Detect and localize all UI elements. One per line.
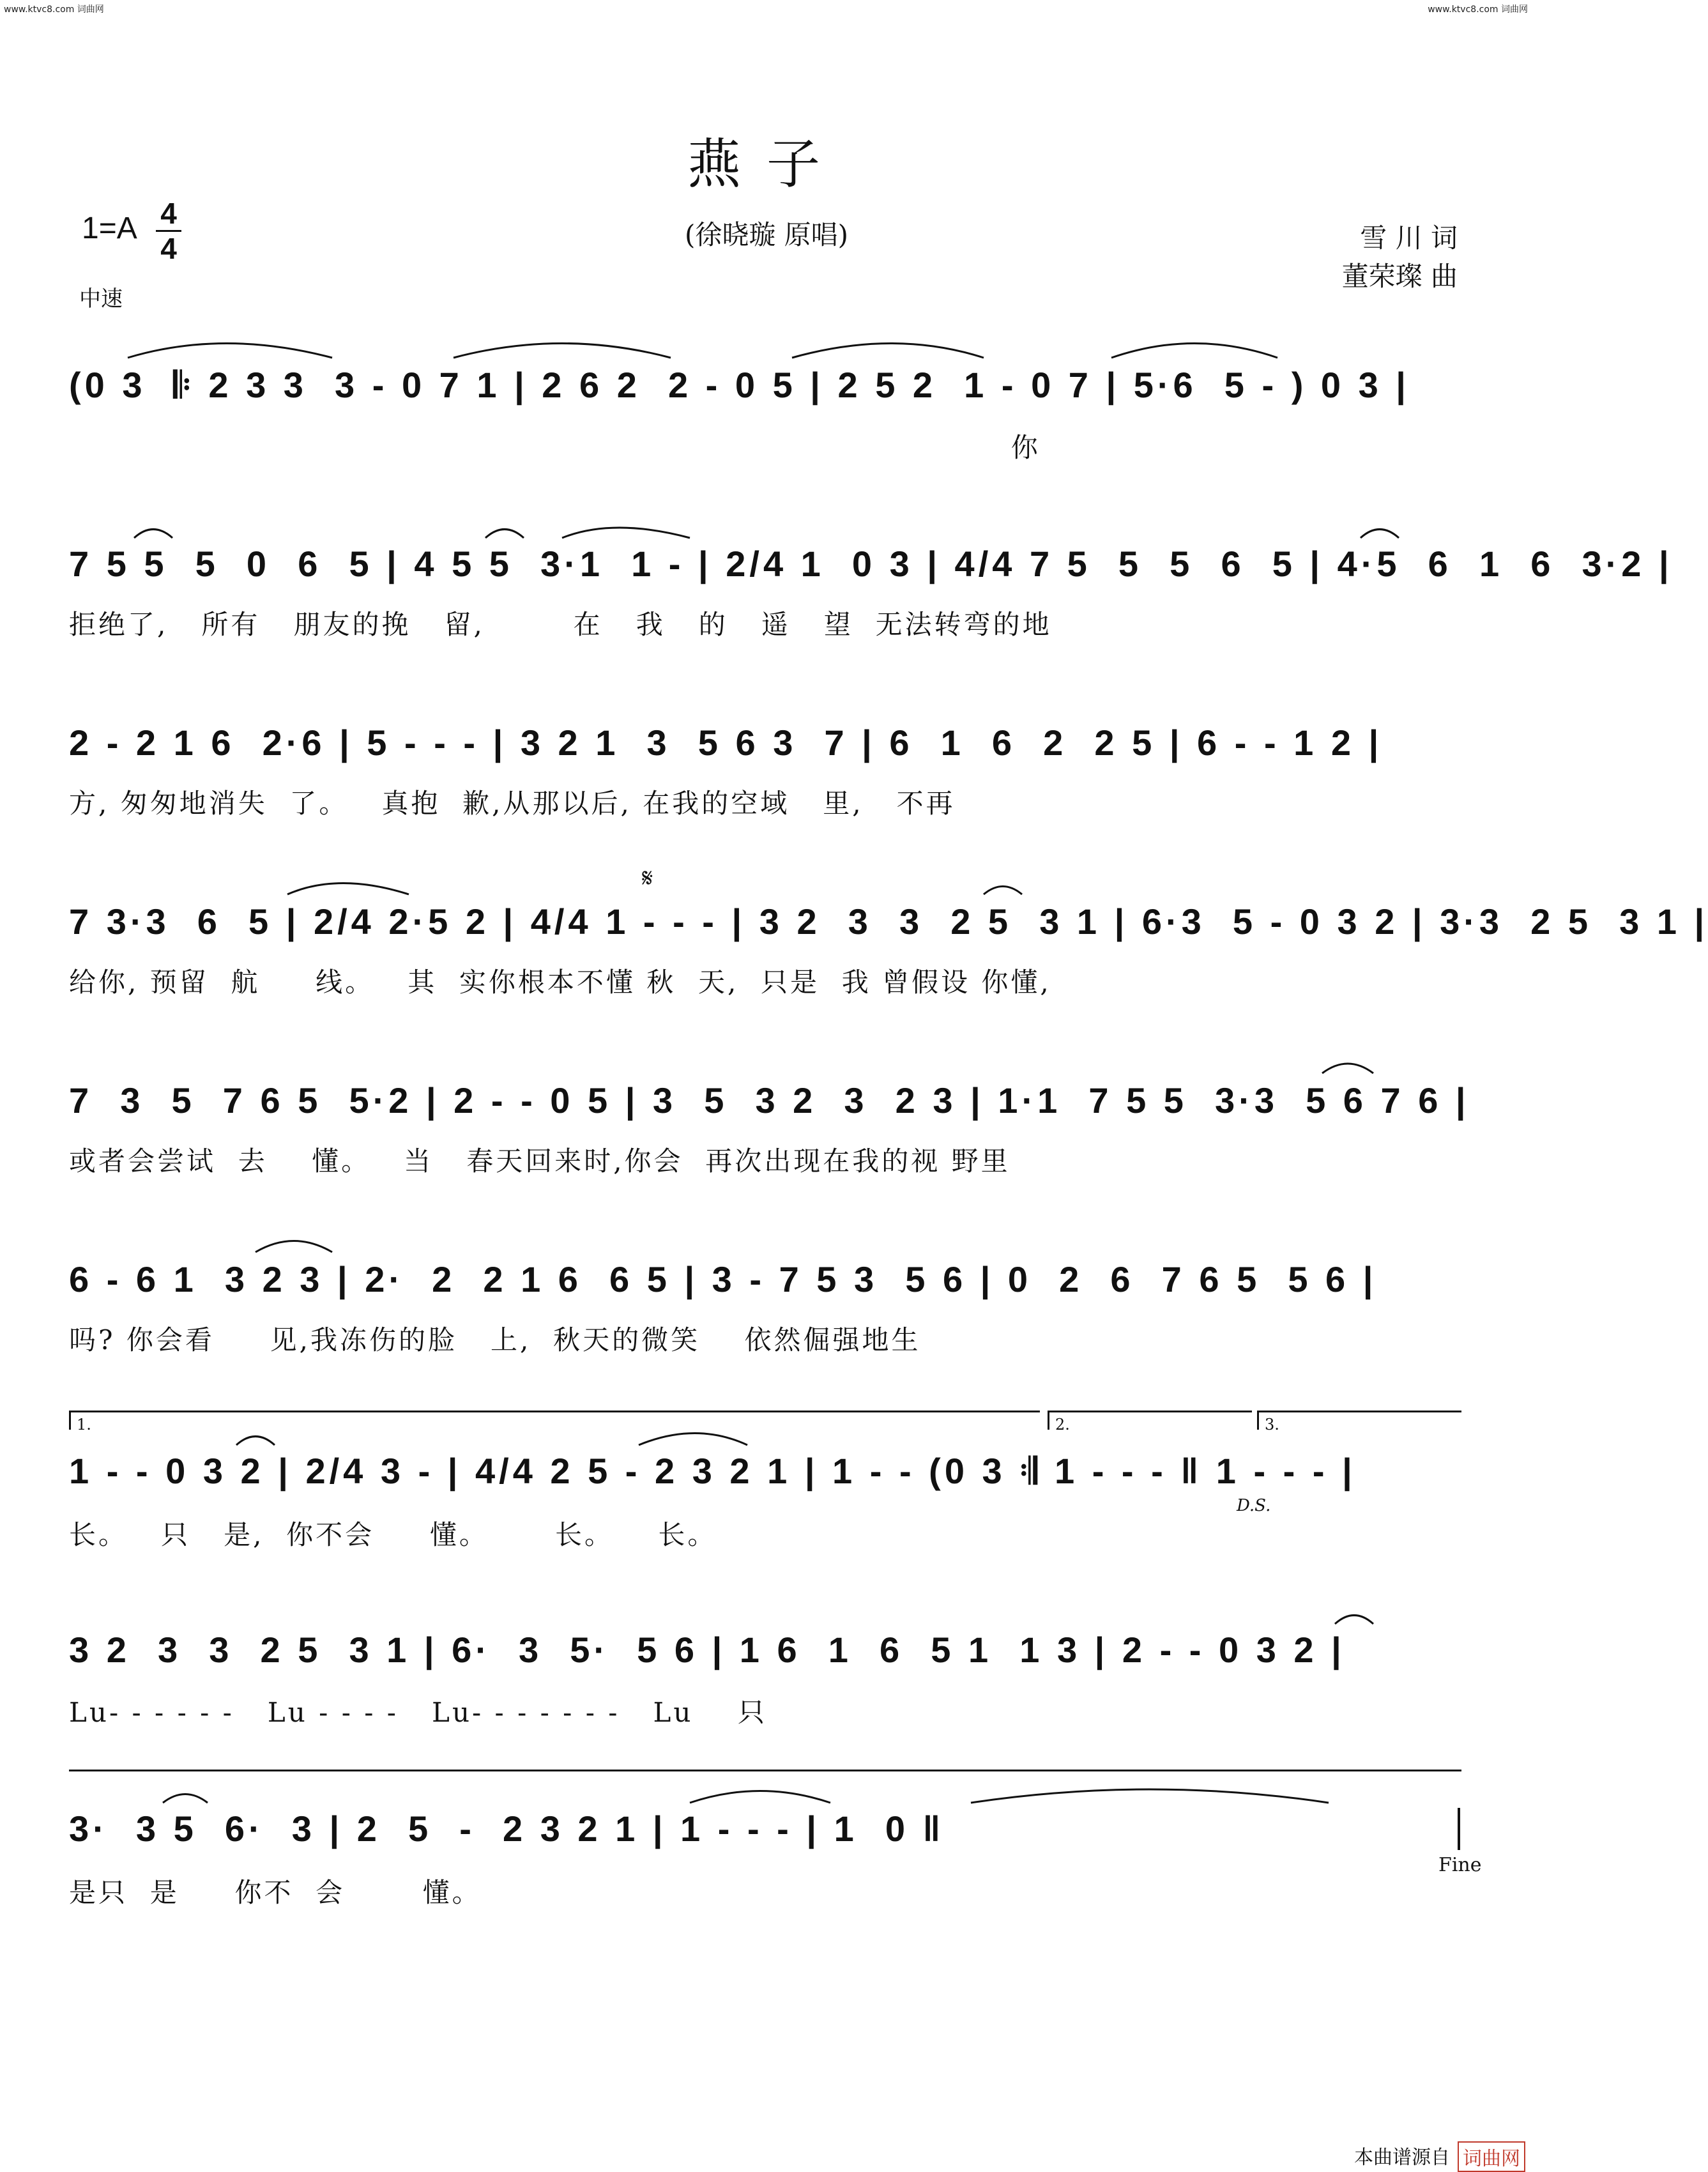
slur-17 — [690, 1791, 830, 1803]
volta-3-label: 3. — [1265, 1416, 1279, 1434]
slur-11 — [255, 1241, 332, 1253]
ds-marking: D.S. — [1237, 1496, 1271, 1515]
lyric-row-3: 方, 匆匆地消失 了。 真抱 歉,从那以后, 在我的空域 里, 不再 — [69, 788, 956, 819]
slur-16 — [163, 1794, 208, 1803]
lyric-row-8: Lu- - - - - - Lu - - - - Lu- - - - - - - Lu 只 — [69, 1697, 767, 1728]
notation-row-4: 7 3·3 6 5 | 2/4 2·5 2 | 4/4 1 - - - | 3 2 3 3 2 5 3 1 | 6·3 5 - 0 3 2 | 3·3 2 5 3 1 | — [69, 901, 1708, 942]
slur-4 — [1111, 344, 1277, 358]
notation-row-5: 7 3 5 7 6 5 5·2 | 2 - - 0 5 | 3 5 3 2 3 2 3 | 1·1 7 5 5 3·3 5 6 7 6 | — [69, 1080, 1470, 1120]
lyricist-credit: 雪 川 词 — [1360, 222, 1458, 254]
notation-row-8: 3 2 3 3 2 5 3 1 | 6· 3 5· 5 6 | 1 6 1 6 5 1 1 3 | 2 - - 0 3 2 | — [69, 1630, 1345, 1670]
site-watermark-right: www.ktvc8.com 词曲网 — [1428, 4, 1528, 15]
slur-6 — [485, 530, 524, 539]
slur-13 — [236, 1437, 275, 1446]
volta-2-label: 2. — [1055, 1416, 1070, 1434]
slur-10 — [984, 887, 1022, 895]
song-title: 燕子 — [687, 133, 846, 195]
tempo-marking: 中速 — [79, 286, 123, 312]
notation-row-2: 7 5 5 5 0 6 5 | 4 5 5 3·1 1 - | 2/4 1 0 3 | 4/4 7 5 5 5 6 5 | 4·5 6 1 6 3·2 | — [69, 544, 1673, 584]
meter-bottom: 4 — [160, 232, 177, 265]
lyric-row-1: 你 — [69, 432, 1041, 463]
slur-14 — [639, 1434, 747, 1446]
segno-sign: 𝄋 — [642, 864, 653, 893]
slur-8 — [1361, 530, 1399, 539]
key-signature: 1=A — [82, 211, 137, 245]
composer-credit: 董荣璨 曲 — [1341, 261, 1458, 292]
final-barline-thin — [1458, 1808, 1460, 1850]
notation-row-9: 3· 3 5 6· 3 | 2 5 - 2 3 2 1 | 1 - - - | 1 0 ‖ — [69, 1809, 945, 1849]
lyric-row-6: 吗? 你会看 见,我冻伤的脸 上, 秋天的微笑 依然倔强地生 — [69, 1324, 921, 1356]
meter-top: 4 — [160, 197, 177, 230]
site-watermark-left: www.ktvc8.com 词曲网 — [4, 4, 104, 15]
slur-5 — [134, 530, 172, 539]
footer-brand: 词曲网 — [1458, 2141, 1525, 2172]
notation-row-7: 1 - - 0 3 2 | 2/4 3 - | 4/4 2 5 - 2 3 2 1 | 1 - - (0 3 𝄇 1 - - - ‖ 1 - - - | — [69, 1451, 1356, 1491]
slur-7 — [562, 528, 690, 538]
volta-1-label: 1. — [77, 1416, 91, 1434]
slur-3 — [792, 344, 984, 358]
slur-12 — [1322, 1064, 1373, 1073]
slur-1 — [128, 344, 332, 358]
lyric-row-7: 长。 只 是, 你不会 懂。 长。 长。 — [69, 1519, 717, 1550]
slur-2 — [454, 344, 671, 358]
fine-marking: Fine — [1438, 1854, 1482, 1876]
notation-row-6: 6 - 6 1 3 2 3 | 2· 2 2 1 6 6 5 | 3 - 7 5 3 5 6 | 0 2 6 7 6 5 5 6 | — [69, 1259, 1377, 1299]
footer-source: 本曲谱源自 — [1354, 2146, 1450, 2169]
lyric-row-5: 或者会尝试 去 懂。 当 春天回来时,你会 再次出现在我的视 野里 — [69, 1145, 1010, 1177]
lyric-row-2: 拒绝了, 所有 朋友的挽 留, 在 我 的 遥 望 无法转弯的地 — [69, 609, 1052, 640]
slur-18 — [971, 1789, 1329, 1803]
slur-9 — [287, 883, 409, 895]
notation-row-1: (0 3 𝄆 2 3 3 3 - 0 7 1 | 2 6 2 2 - 0 5 | 2 5 2 1 - 0 7 | 5·6 5 - ) 0 3 | — [69, 365, 1410, 405]
song-subtitle: (徐晓璇 原唱) — [684, 219, 849, 250]
lyric-row-4: 给你, 预留 航 线。 其 实你根本不懂 秋 天, 只是 我 曾假设 你懂, — [69, 967, 1051, 998]
slur-15 — [1335, 1616, 1373, 1625]
notation-row-3: 2 - 2 1 6 2·6 | 5 - - - | 3 2 1 3 5 6 3 7 | 6 1 6 2 2 5 | 6 - - 1 2 | — [69, 723, 1383, 763]
lyric-row-9: 是只 是 你不 会 懂。 — [69, 1877, 482, 1908]
